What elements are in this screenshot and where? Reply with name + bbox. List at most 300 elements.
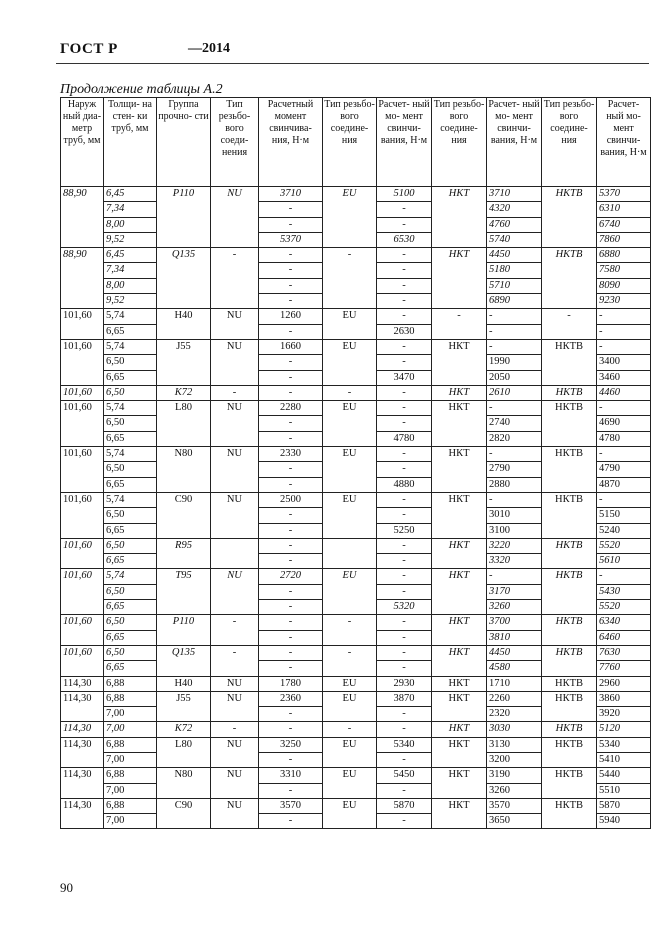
table-cell: НКТ [432,676,487,691]
col-header: Тип резьбо- вого соедине- ния [432,98,487,187]
table-cell: - [377,554,432,569]
table-cell: 7,00 [104,722,157,737]
table-cell: 2050 [487,370,542,385]
table-cell: 6,65 [104,661,157,676]
table-cell: 5250 [377,523,432,538]
table-cell: EU [323,401,377,447]
table-cell: - [259,523,323,538]
table-cell: - [487,324,542,339]
table-cell: 3870 [377,691,432,706]
table-cell: P110 [157,187,211,248]
table-cell: 6460 [597,630,651,645]
table-cell: EU [323,187,377,248]
table-row [61,385,651,400]
header-rule [56,63,649,64]
table-cell: 101,60 [61,569,104,615]
table-cell: 6,88 [104,737,157,752]
table-cell: - [259,217,323,232]
table-cell: NU [211,187,259,248]
col-header: Группа прочно- сти [157,98,211,187]
table-cell: 5610 [597,554,651,569]
table-cell: 6,65 [104,600,157,615]
table-cell: 6740 [597,217,651,232]
table-cell: - [259,248,323,263]
table-row [61,248,651,263]
table-cell: 101,60 [61,309,104,340]
table-cell: - [259,431,323,446]
table-cell: - [259,814,323,829]
table-cell: - [487,309,542,324]
table-cell: 5370 [259,232,323,247]
table-cell: 2740 [487,416,542,431]
table-cell: - [377,309,432,324]
table-cell: 5,74 [104,309,157,324]
table-cell: - [597,309,651,324]
table-cell: 3710 [487,187,542,202]
table-cell: 101,60 [61,447,104,493]
table-cell: 7,00 [104,783,157,798]
table-cell: Q135 [157,645,211,676]
table-cell: 3570 [259,798,323,813]
table-cell: 5370 [597,187,651,202]
table-cell: - [259,661,323,676]
table-cell: 3860 [597,691,651,706]
table-cell: - [259,416,323,431]
table-cell: 5,74 [104,401,157,416]
table-cell: 5340 [597,737,651,752]
table-cell: 7,34 [104,263,157,278]
table-cell: 5150 [597,508,651,523]
table-row [61,645,651,660]
table-cell: 3400 [597,355,651,370]
table-cell: 88,90 [61,187,104,248]
col-header: Тип резьбо- вого соеди- нения [211,98,259,187]
table-cell: C90 [157,798,211,829]
table-cell: - [377,217,432,232]
table-cell: НКТ [432,645,487,676]
table-cell: - [377,707,432,722]
table-cell: H40 [157,676,211,691]
table-cell: T95 [157,569,211,615]
table-cell: - [377,569,432,584]
table-cell: EU [323,798,377,829]
table-cell: - [259,783,323,798]
table-cell: 5520 [597,600,651,615]
table-row [61,492,651,507]
table-cell: - [259,202,323,217]
col-header: Расчет- ный мо- мент свинчи- вания, Н·м [597,98,651,187]
table-cell: НКТВ [542,722,597,737]
table-cell: EU [323,339,377,385]
table-cell: 5120 [597,722,651,737]
table-cell: 7630 [597,645,651,660]
table-cell: 2790 [487,462,542,477]
table-cell: 1780 [259,676,323,691]
table-cell: - [597,492,651,507]
table-cell: 6890 [487,294,542,309]
table-cell: НКТ [432,615,487,646]
table-row [61,187,651,202]
table-cell: 2880 [487,477,542,492]
table-cell: 6,50 [104,615,157,630]
table-cell: - [377,630,432,645]
table-cell: NU [211,798,259,829]
table-cell: 3570 [487,798,542,813]
table-cell: N80 [157,768,211,799]
table-cell: K72 [157,722,211,737]
table-cell: NU [211,309,259,340]
table-cell: - [487,401,542,416]
table-cell: 8,00 [104,217,157,232]
table-cell: - [377,263,432,278]
table-cell: - [323,645,377,676]
table-cell: NU [211,676,259,691]
table-cell: 6340 [597,615,651,630]
table-cell: 7,00 [104,707,157,722]
table-cell: 6,50 [104,584,157,599]
table-cell: НКТ [432,492,487,538]
table-cell: 6,50 [104,508,157,523]
table-cell: 2630 [377,324,432,339]
table-cell: 5510 [597,783,651,798]
table-cell: 3320 [487,554,542,569]
table-cell: - [487,447,542,462]
table-cell: 6880 [597,248,651,263]
table-cell: 6,65 [104,477,157,492]
table-cell: 4790 [597,462,651,477]
table-cell: - [377,401,432,416]
table-cell: - [487,339,542,354]
table-cell: - [259,645,323,660]
table-cell: 2960 [597,676,651,691]
table-cell: 5410 [597,752,651,767]
table-cell: - [259,707,323,722]
table-cell: 4780 [597,431,651,446]
table-cell: - [377,355,432,370]
table-cell [323,538,377,569]
table-cell: Q135 [157,248,211,309]
table-cell: 3700 [487,615,542,630]
table-cell: - [259,294,323,309]
table-cell: - [542,309,597,340]
table-cell: 3170 [487,584,542,599]
table-cell: - [259,615,323,630]
table-cell: 9230 [597,294,651,309]
table-cell: 8090 [597,278,651,293]
table-cell: - [377,416,432,431]
table-cell: 4450 [487,645,542,660]
table-cell: 3650 [487,814,542,829]
table-cell: H40 [157,309,211,340]
col-header: Тип резьбо- вого соедине- ния [542,98,597,187]
table-cell: 6,50 [104,538,157,553]
table-cell: - [377,339,432,354]
table-row [61,676,651,691]
table-cell: 101,60 [61,339,104,385]
table-cell: 2280 [259,401,323,416]
table-cell: 88,90 [61,248,104,309]
table-cell: 5100 [377,187,432,202]
table-cell: 3220 [487,538,542,553]
table-cell: НКТВ [542,492,597,538]
table-row [61,691,651,706]
table-cell: L80 [157,401,211,447]
table-cell: K72 [157,385,211,400]
table-cell: 6310 [597,202,651,217]
table-cell: NU [211,691,259,722]
table-cell: 101,60 [61,385,104,400]
table-cell: EU [323,447,377,493]
table-cell: EU [323,569,377,615]
col-header: Расчет- ный мо- мент свинчи- вания, Н·м [487,98,542,187]
table-cell: 7,00 [104,752,157,767]
table-cell: 6,50 [104,462,157,477]
table-row [61,722,651,737]
table-cell [211,538,259,569]
table-cell: НКТВ [542,645,597,676]
table-cell: НКТВ [542,187,597,248]
table-cell: 7760 [597,661,651,676]
table-row [61,538,651,553]
table-body [61,187,651,829]
table-cell: 3810 [487,630,542,645]
table-cell: 5320 [377,600,432,615]
table-cell: 6,65 [104,324,157,339]
page-number: 90 [60,880,73,895]
table-cell: - [377,447,432,462]
table-cell: NU [211,339,259,385]
table-cell: 1710 [487,676,542,691]
table-cell: L80 [157,737,211,768]
table-cell: - [377,462,432,477]
table-cell: 6,88 [104,798,157,813]
table-cell: НКТ [432,538,487,569]
table-cell: 101,60 [61,538,104,569]
table-cell: НКТВ [542,691,597,722]
table-cell: 5870 [377,798,432,813]
table-cell: 9,52 [104,232,157,247]
table-cell: 2720 [259,569,323,584]
table-cell: 6,50 [104,385,157,400]
table-cell: 114,30 [61,768,104,799]
table-cell: - [259,600,323,615]
table-cell: - [211,248,259,309]
table-cell: 4760 [487,217,542,232]
table-cell: 1660 [259,339,323,354]
table-cell: 7,00 [104,814,157,829]
table-row [61,309,651,324]
table-cell: - [377,645,432,660]
col-header: Тип резьбо- вого соедине- ния [323,98,377,187]
table-cell: НКТ [432,385,487,400]
table-cell: 2320 [487,707,542,722]
table-cell: 7860 [597,232,651,247]
table-cell: EU [323,768,377,799]
table-cell: J55 [157,691,211,722]
table-cell: - [377,814,432,829]
table-cell: 114,30 [61,722,104,737]
table-cell: - [377,248,432,263]
table-cell: 1260 [259,309,323,324]
table-cell: 2360 [259,691,323,706]
table-cell: 3030 [487,722,542,737]
table-row [61,401,651,416]
table-cell: 5340 [377,737,432,752]
table-cell: 3310 [259,768,323,783]
table-cell: 5740 [487,232,542,247]
table-cell: 3260 [487,600,542,615]
table-cell: 4690 [597,416,651,431]
table-cell: 4870 [597,477,651,492]
table-row [61,737,651,752]
table-cell: - [377,278,432,293]
table-cell: - [259,538,323,553]
table-cell: 2500 [259,492,323,507]
table-cell: 5,74 [104,447,157,462]
table-cell: 6,88 [104,768,157,783]
table-cell: - [259,554,323,569]
table-cell: - [211,722,259,737]
table-cell: НКТ [432,569,487,615]
table-cell: НКТ [432,339,487,385]
table-row [61,447,651,462]
table-cell: - [211,385,259,400]
table-cell: 6,45 [104,187,157,202]
table-cell: 2610 [487,385,542,400]
table-cell: 4880 [377,477,432,492]
table-cell: 3130 [487,737,542,752]
table-cell: НКТ [432,401,487,447]
table-cell: НКТВ [542,385,597,400]
table-cell: НКТ [432,447,487,493]
table-cell: - [377,661,432,676]
table-cell: - [323,722,377,737]
table-cell: 3470 [377,370,432,385]
table-cell: - [323,248,377,309]
table-caption: Продолжение таблицы А.2 [60,82,223,97]
table-row [61,798,651,813]
table-cell: 101,60 [61,401,104,447]
table-cell: НКТВ [542,401,597,447]
table-cell: - [211,615,259,646]
table-cell: - [487,569,542,584]
standard-designation: ГОСТ Р [60,41,118,57]
table-cell: - [377,508,432,523]
table-cell: НКТ [432,248,487,309]
table-cell: - [597,324,651,339]
table-cell: 6,45 [104,248,157,263]
table-cell: - [259,462,323,477]
table-cell: - [259,324,323,339]
table-cell: EU [323,492,377,538]
table-cell: 5870 [597,798,651,813]
table-cell: 5710 [487,278,542,293]
table-cell: - [259,584,323,599]
table-cell: N80 [157,447,211,493]
table-cell: НКТВ [542,768,597,799]
table-cell: 4450 [487,248,542,263]
table-cell: - [377,752,432,767]
table-cell: 6,88 [104,676,157,691]
col-header: Наруж ный диа- метр труб, мм [61,98,104,187]
table-cell: 8,00 [104,278,157,293]
table-cell: - [259,508,323,523]
table-cell: 101,60 [61,492,104,538]
table-cell: NU [211,737,259,768]
col-header: Толщи- на стен- ки труб, мм [104,98,157,187]
table-cell: - [211,645,259,676]
table-cell: НКТ [432,187,487,248]
table-cell: 3460 [597,370,651,385]
table-cell: 3710 [259,187,323,202]
table-cell: - [259,370,323,385]
table-row [61,768,651,783]
table-cell: НКТВ [542,615,597,646]
table-cell: NU [211,447,259,493]
table-cell: НКТВ [542,248,597,309]
table-cell: - [259,477,323,492]
table-row [61,615,651,630]
table-cell: 6,50 [104,355,157,370]
table-cell: - [323,385,377,400]
table-cell: 2820 [487,431,542,446]
table-cell: NU [211,569,259,615]
table-cell: 114,30 [61,676,104,691]
table-cell: НКТВ [542,538,597,569]
table-row [61,569,651,584]
table-cell: 5440 [597,768,651,783]
table-cell: - [432,309,487,340]
col-header: Расчетный момент свинчива- ния, Н·м [259,98,323,187]
table-cell: 6,65 [104,370,157,385]
table-cell: 5,74 [104,339,157,354]
table-cell: - [597,447,651,462]
table-cell: EU [323,309,377,340]
table-cell: - [259,722,323,737]
table-cell: 6,65 [104,431,157,446]
table-cell: 6,88 [104,691,157,706]
table-cell: - [259,355,323,370]
table-cell: - [377,722,432,737]
table-cell: 1990 [487,355,542,370]
table-cell: - [259,630,323,645]
table-cell: 6,65 [104,554,157,569]
table-cell: 6,65 [104,630,157,645]
table-cell: - [259,385,323,400]
table-cell: 7,34 [104,202,157,217]
table-cell: R95 [157,538,211,569]
table-cell: 5450 [377,768,432,783]
table-cell: - [377,202,432,217]
table-cell: НКТ [432,737,487,768]
table-cell: - [597,569,651,584]
table-cell: НКТВ [542,447,597,493]
table-cell: 101,60 [61,645,104,676]
table-cell: 4780 [377,431,432,446]
table-cell: НКТ [432,691,487,722]
table-cell: - [377,492,432,507]
table-cell: 3010 [487,508,542,523]
table-cell: NU [211,401,259,447]
table-cell: 4320 [487,202,542,217]
table-cell: 5430 [597,584,651,599]
table-cell: 5,74 [104,569,157,584]
table-cell: - [377,294,432,309]
standard-year: —2014 [188,41,230,56]
table-cell: - [259,263,323,278]
table-cell: EU [323,691,377,722]
table-cell: - [487,492,542,507]
